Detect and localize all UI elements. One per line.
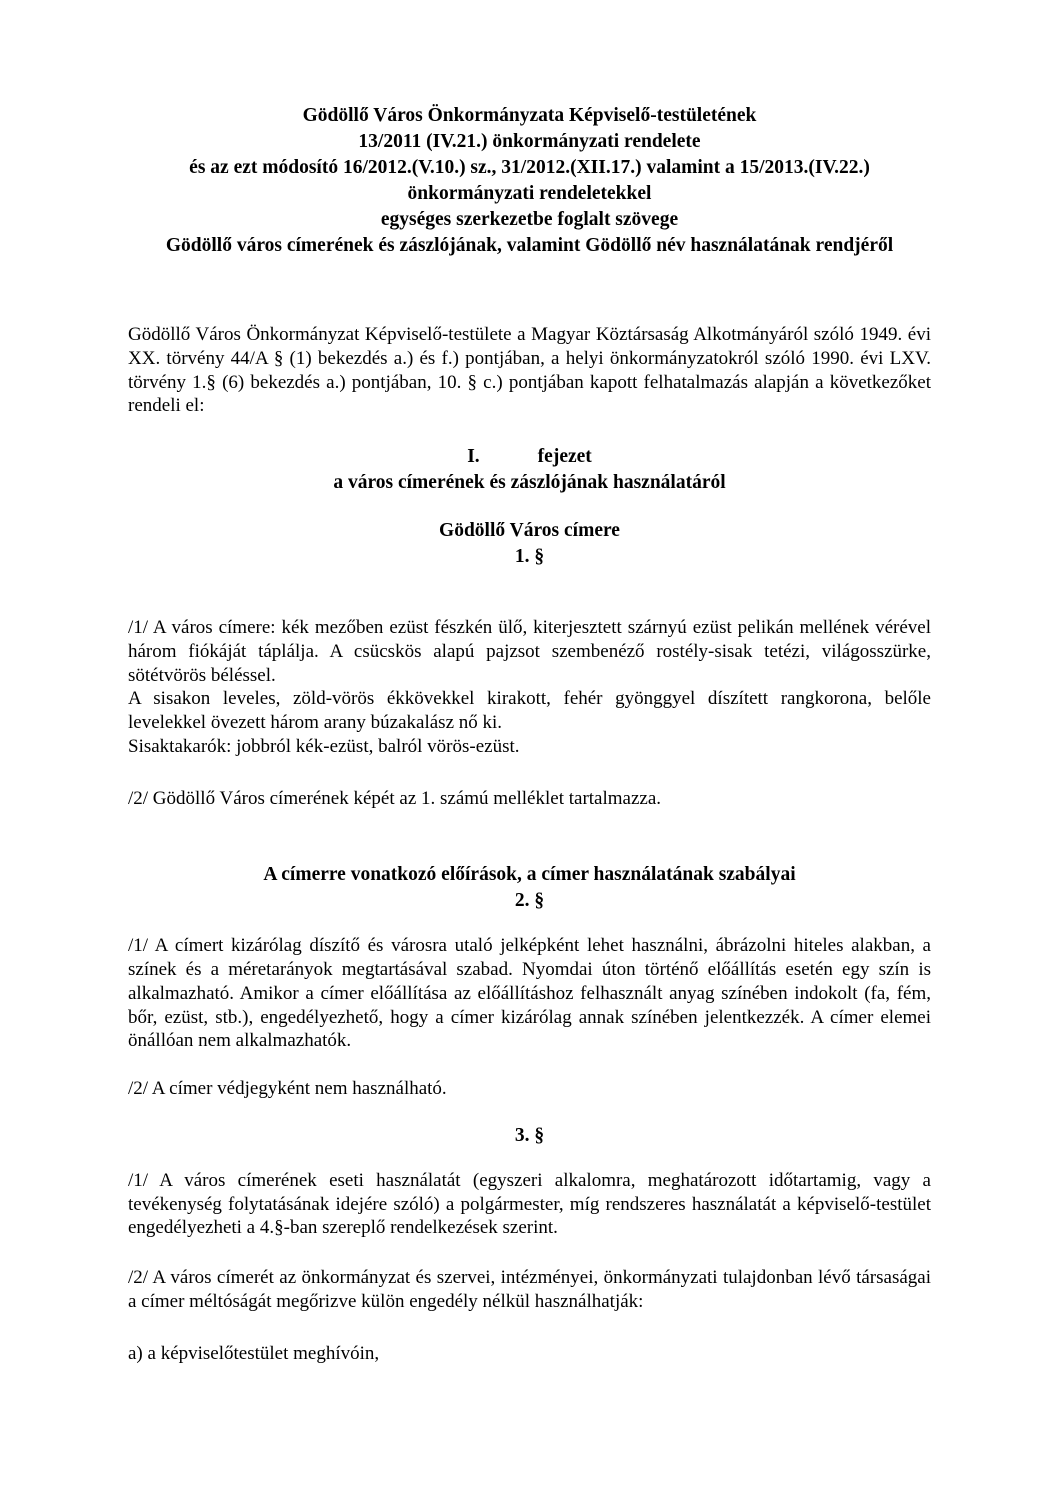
chapter-1-number: I. — [467, 446, 480, 467]
chapter-1-number-line — [128, 444, 931, 470]
chapter-1-word: fejezet — [537, 446, 592, 467]
section-2-title: A címerre vonatkozó előírások, a címer használatának szabályai — [263, 864, 796, 886]
title-line-5: egységes szerkezetbe foglalt szövege — [380, 209, 679, 230]
preamble-paragraph: Gödöllő Város Önkormányzat Képviselő-testülete a Magyar Köztársaság Alkotmányáról szóló 1949. évi XX. törvény 44/A § (1) bekezdés a.) és f.) pontjában, a helyi önkormányzatokról szóló 1990. évi LXV. törvény 1.§ (6) bekezdés a.) pontjában, 10. § c.) pontjában kapott felhatalmazás alapján a következőket rendeli el: — [128, 324, 931, 417]
title-line-6: Gödöllő város címerének és zászlójának, valamint Gödöllő név használatának rendjéről — [165, 235, 894, 256]
section-1-paragraph-1a: /1/ A város címere: kék mezőben ezüst fészkén ülő, kiterjesztett szárnyú ezüst pelikán mellének vérével három fiókáját táplálja. A csücskös alapú pajzsot szembenéző rostély-sisak tetézi, világosszürke, sötétvörös béléssel. — [128, 617, 931, 686]
section-2-heading — [128, 862, 931, 914]
section-1-paragraph-2: /2/ Gödöllő Város címerének képét az 1. számú melléklet tartalmazza. — [128, 787, 662, 809]
chapter-1-subtitle: a város címerének és zászlójának használatáról — [333, 472, 726, 493]
chapter-1-heading — [128, 444, 931, 496]
section-2-paragraph-1: /1/ A címert kizárólag díszítő és városra utaló jelképként lehet használni, ábrázolni hiteles alakban, a színek és a méretarányok megtartásával szabad. Nyomdai úton történő előállítás esetén egy szín is alkalmazható. Amikor a címer előállítása az előállításhoz felhasznált anyag színében indokolt (fa, fém, bőr, ezüst, stb.), engedélyezhető, hogy a címer kizárólag annak színében jelentkezzék. A címer elemei önállóan nem alkalmazhatók. — [128, 935, 931, 1052]
title-line-1: Gödöllő Város Önkormányzata Képviselő-testületének — [302, 105, 757, 126]
section-2-paragraph-2: /2/ A címer védjegyként nem használható. — [128, 1078, 447, 1099]
section-1-title: Gödöllő Város címere — [439, 520, 620, 541]
title-line-2: 13/2011 (IV.21.) önkormányzati rendelete — [358, 131, 701, 152]
section-1-number: 1. § — [514, 546, 545, 567]
title-line-4: önkormányzati rendeletekkel — [407, 183, 652, 204]
section-3-paragraph-1: /1/ A város címerének eseti használatát (egyszeri alkalomra, meghatározott időtartamig, vagy a tevékenység folytatásának idejére szóló) a polgármester, míg rendszeres használatát a képviselő-testület engedélyezheti a 4.§-ban szereplő rendelkezések szerint. — [128, 1169, 931, 1239]
section-1-paragraph-1b: A sisakon leveles, zöld-vörös ékkövekkel kirakott, fehér gyönggyel díszített rangkorona, belőle levelekkel övezett három arany búzakalász nő ki. — [128, 688, 931, 733]
section-1-paragraph-1c: Sisaktakarók: jobbról kék-ezüst, balról vörös-ezüst. — [128, 735, 520, 757]
section-1-paragraph-1-block — [128, 616, 931, 759]
document-title-block — [128, 103, 931, 259]
section-2-number: 2. § — [514, 890, 545, 912]
section-3-paragraph-2: /2/ A város címerét az önkormányzat és szervei, intézményei, önkormányzati tulajdonban lévő társaságai a címer méltóságát megőrizve külön engedély nélkül használhatják: — [128, 1267, 931, 1312]
section-3-item-a: a) a képviselőtestület meghívóin, — [128, 1342, 380, 1364]
section-3-number: 3. § — [514, 1124, 545, 1146]
title-line-3: és az ezt módosító 16/2012.(V.10.) sz., 31/2012.(XII.17.) valamint a 15/2013.(IV.22.) — [189, 157, 870, 178]
section-1-heading — [128, 518, 931, 570]
